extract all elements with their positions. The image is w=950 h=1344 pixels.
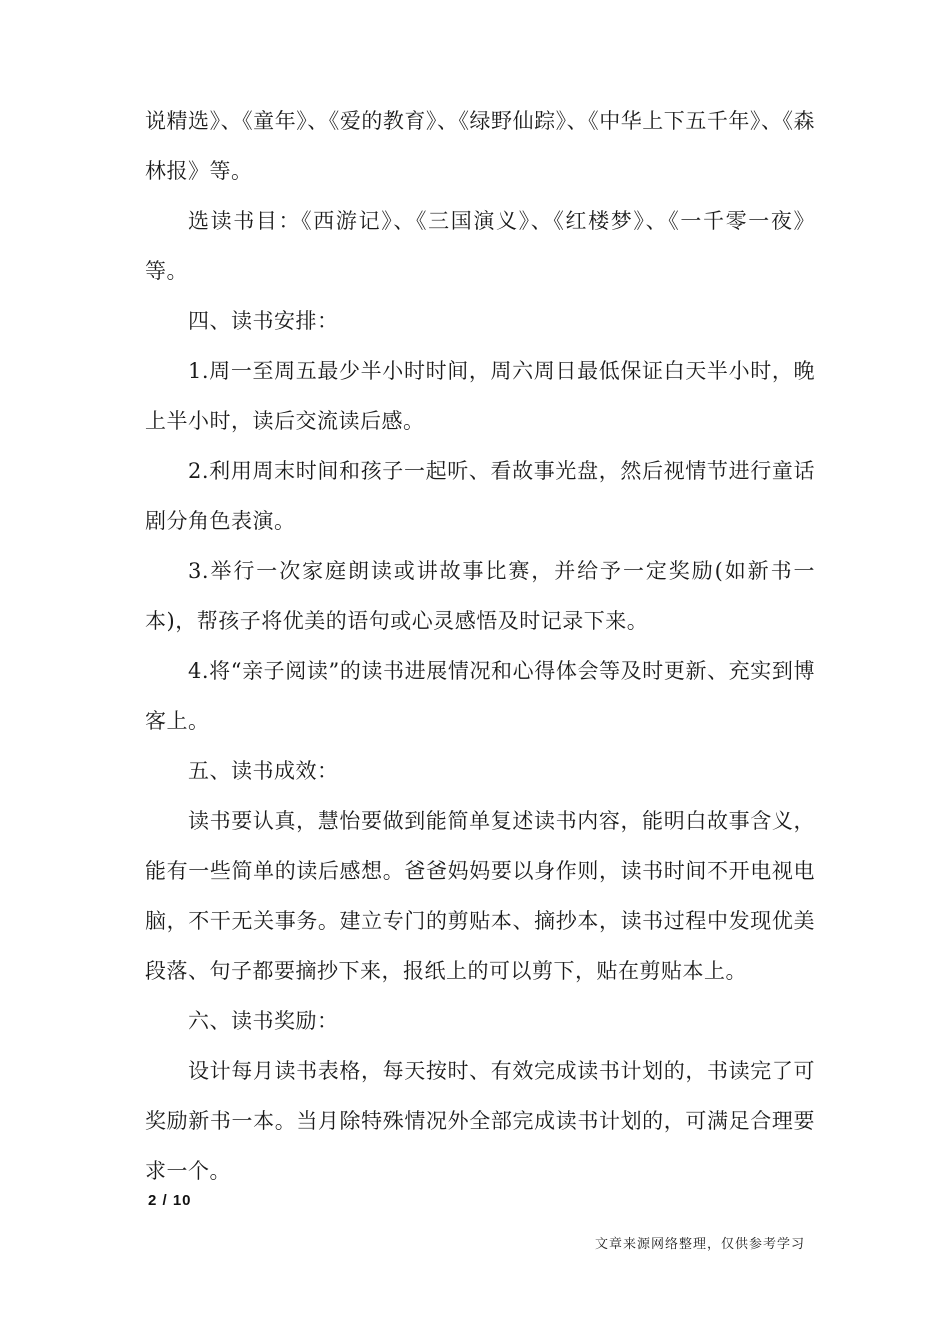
paragraph-schedule-item-1: 1.周一至周五最少半小时时间，周六周日最低保证白天半小时，晚上半小时，读后交流读后感。	[145, 359, 815, 433]
heading-reading-schedule: 四、读书安排：	[188, 309, 339, 333]
paragraph-reading-rewards: 设计每月读书表格，每天按时、有效完成读书计划的，书读完了可奖励新书一本。当月除特殊情况外全部完成读书计划的，可满足合理要求一个。	[145, 1059, 815, 1183]
paragraph-reading-results: 读书要认真，慧怡要做到能简单复述读书内容，能明白故事含义，能有一些简单的读后感想。爸爸妈妈要以身作则，读书时间不开电视电脑，不干无关事务。建立专门的剪贴本、摘抄本，读书过程中发现优美段落、句子都要摘抄下来，报纸上的可以剪下，贴在剪贴本上。	[145, 809, 815, 983]
paragraph-optional-books: 选读书目：《西游记》、《三国演义》、《红楼梦》、《一千零一夜》等。	[145, 209, 815, 283]
page-number: 2 / 10	[148, 1192, 192, 1209]
document-body	[145, 96, 815, 1196]
heading-reading-results: 五、读书成效：	[188, 759, 339, 783]
paragraph-schedule-item-4: 4.将“亲子阅读”的读书进展情况和心得体会等及时更新、充实到博客上。	[145, 659, 815, 733]
paragraph-schedule-item-2: 2.利用周末时间和孩子一起听、看故事光盘，然后视情节进行童话剧分角色表演。	[145, 459, 815, 533]
footer-note: 文章来源网络整理，仅供参考学习	[594, 1237, 805, 1252]
paragraph-schedule-item-3: 3.举行一次家庭朗读或讲故事比赛，并给予一定奖励(如新书一本)，帮孩子将优美的语句或心灵感悟及时记录下来。	[145, 559, 815, 633]
heading-reading-rewards: 六、读书奖励：	[188, 1009, 339, 1033]
paragraph-book-list-continued: 说精选》、《童年》、《爱的教育》、《绿野仙踪》、《中华上下五千年》、《森林报》等。	[145, 109, 815, 183]
